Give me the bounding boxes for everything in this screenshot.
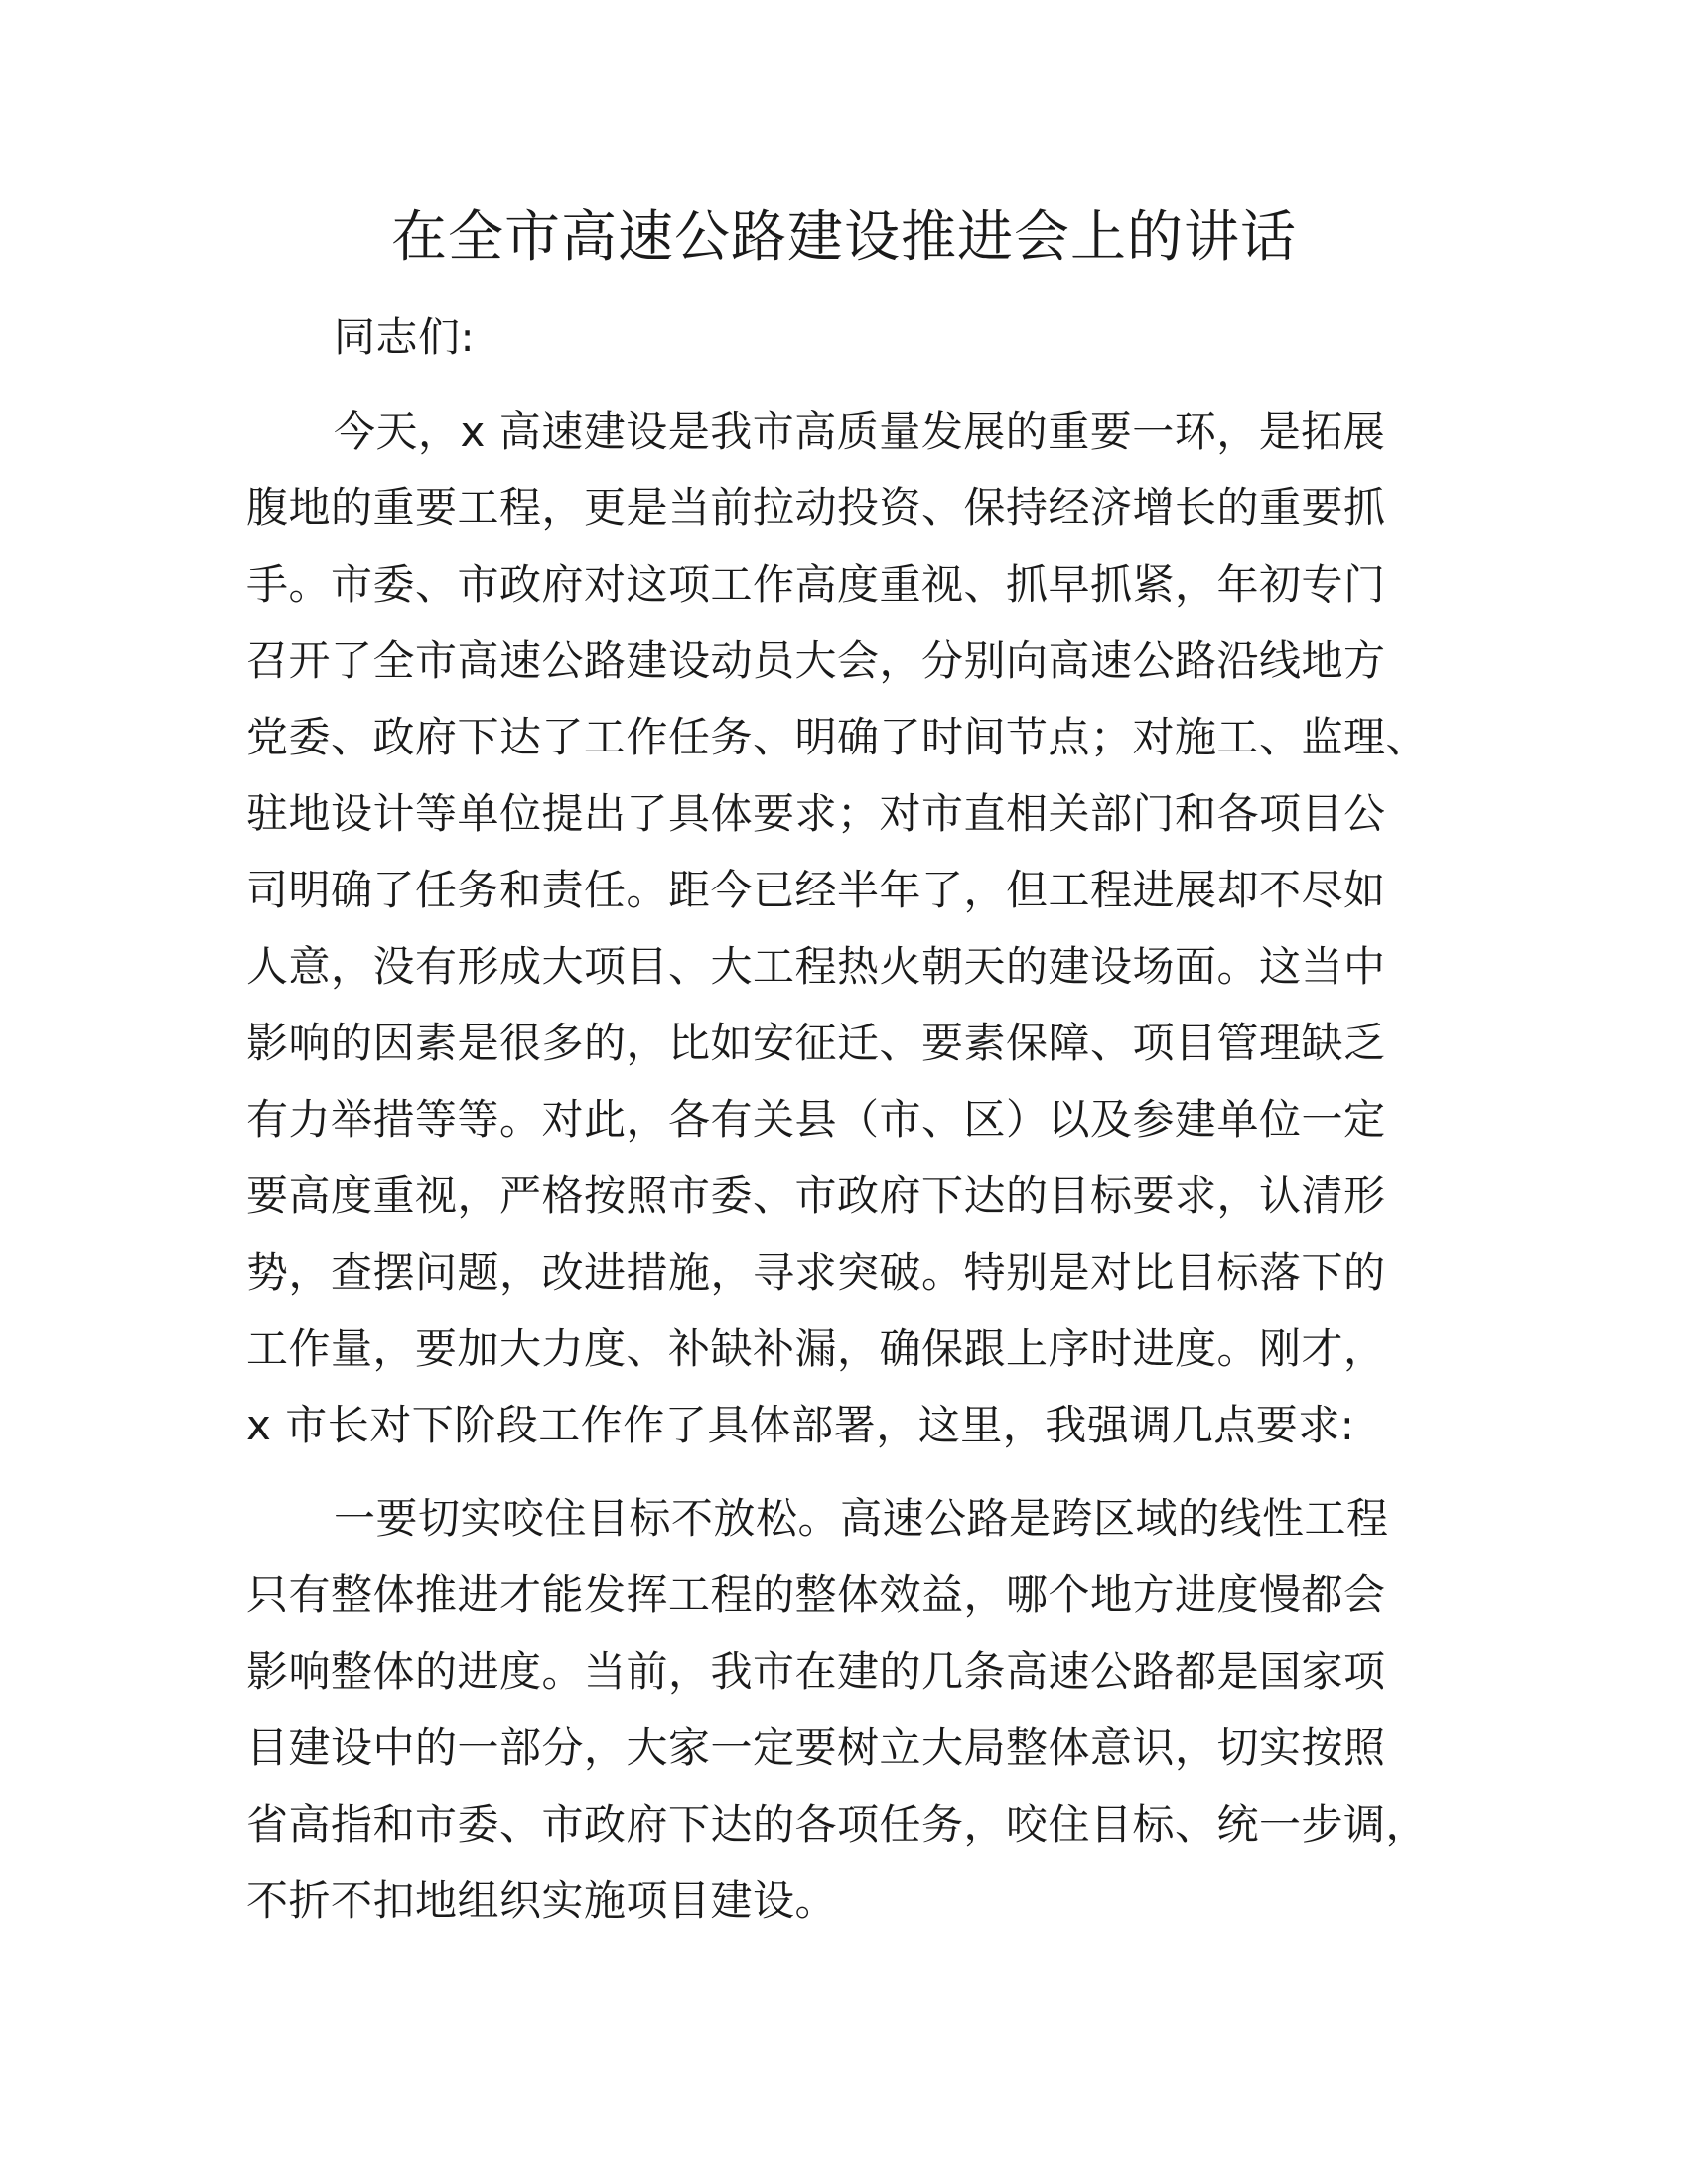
paragraph-line: 不折不扣地组织实施项目建设。 [246,1876,838,1925]
paragraph-line: 一要切实咬住目标不放松。高速公路是跨区域的线性工程 [334,1494,1389,1543]
paragraph-line: 影响的因素是很多的，比如安征迁、要素保障、项目管理缺乏 [246,1019,1386,1067]
paragraph-line: 召开了全市高速公路建设动员大会，分别向高速公路沿线地方 [246,636,1386,685]
paragraph-line: 手。市委、市政府对这项工作高度重视、抓早抓紧，年初专门 [246,560,1386,609]
salutation: 同志们: [334,313,476,361]
paragraph-line: 目建设中的一部分，大家一定要树立大局整体意识，切实按照 [246,1723,1386,1772]
paragraph-line: 影响整体的进度。当前，我市在建的几条高速公路都是国家项 [246,1647,1386,1696]
paragraph-line: 腹地的重要工程，更是当前拉动投资、保持经济增长的重要抓 [246,483,1386,532]
paragraph-line: 党委、政府下达了工作任务、明确了时间节点；对施工、监理、 [246,713,1429,761]
paragraph-line: 司明确了任务和责任。距今已经半年了，但工程进展却不尽如 [246,866,1386,914]
paragraph-line: x 市长对下阶段工作作了具体部署，这里，我强调几点要求: [246,1401,1355,1449]
document-title: 在全市高速公路建设推进会上的讲话 [391,205,1297,270]
paragraph-line: 有力举措等等。对此，各有关县（市、区）以及参建单位一定 [246,1095,1386,1144]
paragraph-line: 要高度重视，严格按照市委、市政府下达的目标要求，认清形 [246,1171,1386,1220]
paragraph-line: 今天，x 高速建设是我市高质量发展的重要一环，是拓展 [334,407,1386,456]
paragraph-line: 工作量，要加大力度、补缺补漏，确保跟上序时进度。刚才， [246,1324,1386,1373]
paragraph-line: 省高指和市委、市政府下达的各项任务，咬住目标、统一步调， [246,1800,1429,1848]
paragraph-line: 势，查摆问题，改进措施，寻求突破。特别是对比目标落下的 [246,1248,1386,1297]
paragraph-line: 人意，没有形成大项目、大工程热火朝天的建设场面。这当中 [246,942,1386,991]
paragraph-line: 驻地设计等单位提出了具体要求；对市直相关部门和各项目公 [246,789,1386,838]
paragraph-line: 只有整体推进才能发挥工程的整体效益，哪个地方进度慢都会 [246,1570,1386,1619]
